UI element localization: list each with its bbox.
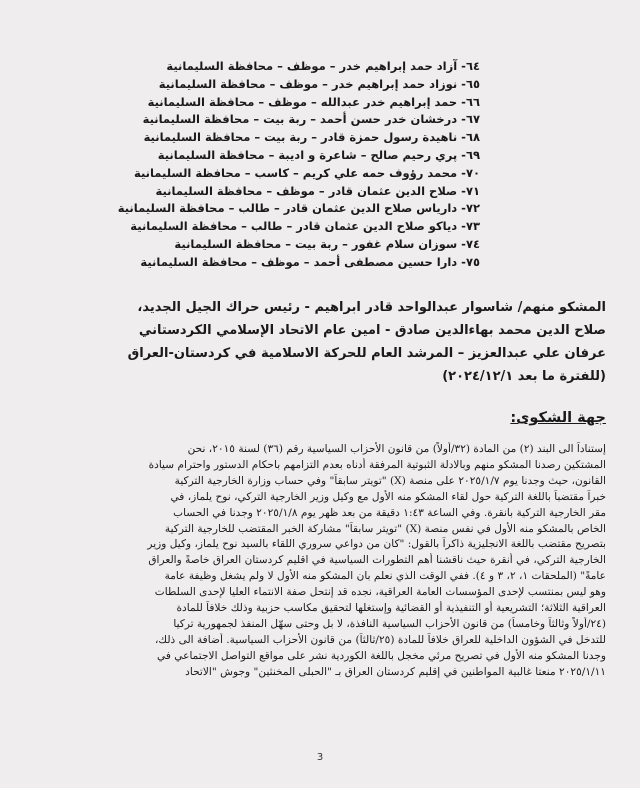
members-list [117, 58, 480, 272]
body-line: الخارجية التركي، في أنقرة حيث ناقشنا أهم التطورات السياسية في اقليم كردستان العراق خاصةً والعراق [148, 554, 606, 567]
body-line: وجدنا المشكو منه الأول في تصريح مرئي مخجل باللغة الكوردية نشر على مواقع التواصل الاجتماعي في [157, 649, 606, 662]
body-line: للتدخل في الشؤون الداخلية للعراق خلافاً للمادة (٢٥/ثالثاً) من قانون الأحزاب السياسية. أضافة الى ذلك، [154, 633, 606, 646]
list-item: ٧١- صلاح الدين عثمان قادر – موظف – محافظة السليمانية [155, 183, 480, 198]
list-item: ٦٩- پري رحيم صالح – شاعرة و اديبة – محافظة السليمانية [157, 147, 480, 162]
list-item: ٦٧- درخشان خدر حسن أحمد – ربة بيت – محافظة السليمانية [142, 112, 480, 127]
body-line: القانون، حيث وجدنا يوم ٢٠٢٥/١/٧ على منصة (X) "تويتر سابقاً" وفي حساب وزارة الخارجية التركية [174, 474, 606, 487]
body-line: بتصريح مقتضب باللغة الانجليزية ذاكراً بالقول: "كان من دواعي سروري اللقاء بالسيد نوح يلماز، وكيل وزير [147, 538, 606, 551]
complaint-body [34, 442, 606, 681]
list-item: ٦٦- حمد إبراهيم خدر عبدالله – موظف – محافظة السليمانية [147, 94, 480, 109]
list-item: ٦٥- نوزاد حمد إبراهيم خدر – موظف – محافظة السليمانية [158, 76, 480, 91]
section-heading: جهة الشكوى: [510, 410, 606, 426]
body-line: عامةً" (الملحقات ١، ٢، ٣ و ٤). ففي الوقت الذي نعلم بان المشكو منه الأول لا ولم يشغل وظيفة عامة [164, 570, 606, 583]
accused-line: عرفان علي عبدالعزيز – المرشد العام للحركة الاسلامية في كردستان-العراق [127, 346, 606, 361]
body-line: (٢٤/أولاً وثالثاً وخامساً) من قانون الأحزاب السياسية النافذة، لا بل وحتى سهّل المنفذ لجمهورية تركيا [173, 617, 606, 630]
list-item: ٦٤- آزاد حمد إبراهيم خدر – موظف – محافظة السليمانية [166, 59, 480, 73]
body-line: وهو ليس بمنتسب لإحدى المؤسسات العامة العراقية، نجده قد إنتحل صفة الانتماء العليا لإحدى السلطات [154, 586, 606, 599]
body-line: ٢٠٢٥/١/١١ منعتا غالبية المواطنين في إقليم كردستان العراق بـ "الحبلى المخنثين" وجوش "الاتحاد [185, 665, 606, 678]
accused-line: صلاح الدين محمد بهاءالدين صادق - امين عام الاتحاد الإسلامي الكردستاني [138, 323, 606, 338]
list-item: ٧٢- داريا‌س صلاح الدين عثمان قادر – طالب – محافظة السليمانية [117, 201, 480, 216]
body-line: الخاص بالمشكو منه الأول في نفس منصة (X) "تويتر سابقاً" مشاركة الخبر المقتضب للخارجية التركية [164, 522, 606, 535]
list-item: ٧٣- ديا‌كو صلاح الدين عثمان قادر – طالب – محافظة السليمانية [130, 219, 480, 234]
body-line: إستناداً الى البند (٢) من المادة (٣٢/أولاً) من قانون الأحزاب السياسية رقم (٣٦) لسنة ٢٠١٥، نحن [187, 443, 606, 455]
body-line: المشتكين رصدنا المشكو منهم وبالادلة الثبوتية المرفقة أدناه بعدم التزامهم باحكام الدستور واحترام سيادة [148, 458, 606, 471]
accused-parties [26, 296, 606, 388]
list-item: ٦٨- ناهيدة رسول حمزة قادر – ربة بيت – محافظة السليمانية [143, 130, 480, 145]
list-item: ٧٤- سوزان سلام غفور – ربة بيت – محافظة السليمانية [174, 236, 480, 251]
list-item: ٧٠- محمد رؤوف حمه علي كريم – كاسب – محافظة السليمانية [133, 165, 480, 180]
accused-line: (للفترة ما بعد ٢٠٢٤/١٢/١) [442, 369, 606, 384]
list-item: ٧٥- دارا حسين مصطفى أحمد – موظف – محافظة السليمانية [140, 254, 480, 269]
page-number: 3 [316, 752, 324, 763]
body-line: مقر الخارجية التركية بانقرة. وفي الساعة ١:٤٣ دقيقة من بعد ظهر يوم ٢٠٢٥/١/٨ وجدنا في الحساب [173, 506, 606, 519]
accused-line: المشكو منهم/ شاسوار عبدالواحد قادر ابراهيم - رئيس حراك الجيل الجديد، [137, 300, 606, 315]
body-line: العراقية الثلاثة؛ التشريعية أو التنفيذية أو القضائية وإستغلها لتحقيق مكاسب حزبية وذلك خلافاً للمادة [176, 602, 606, 615]
body-line: خبراً مقتضباً باللغة التركية حول لقاء المشكو منه الأول مع وكيل وزير الخارجية التركي، نوح يلماز، في [170, 490, 606, 503]
